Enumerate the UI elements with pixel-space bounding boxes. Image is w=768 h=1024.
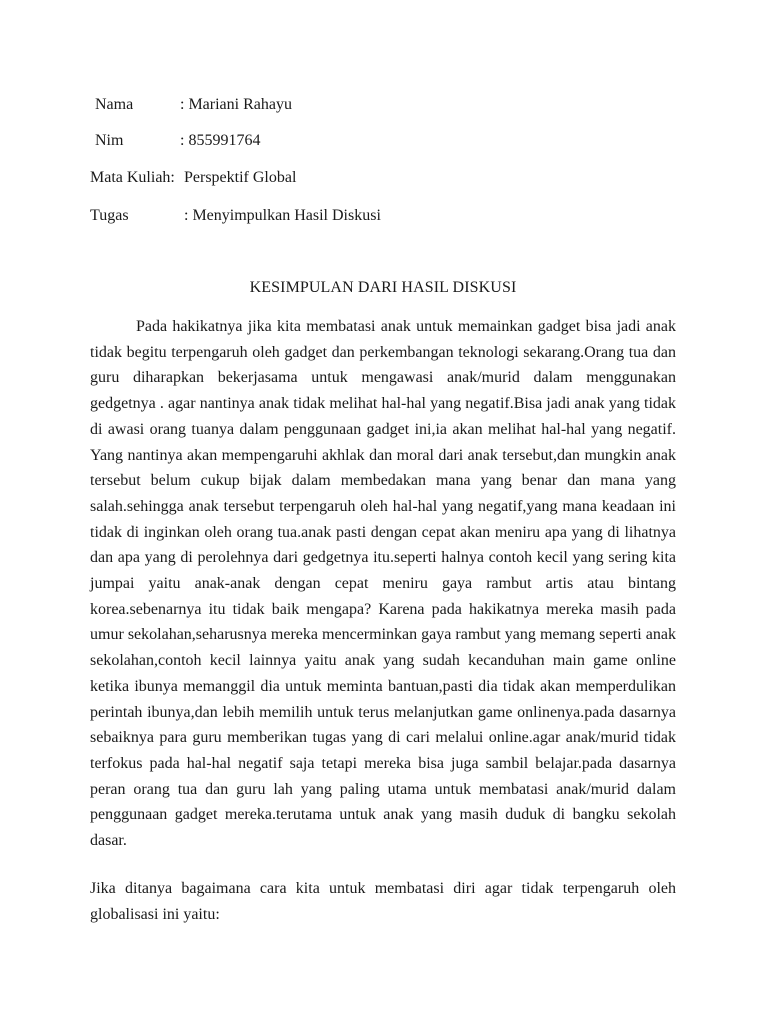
mata-kuliah-value: Perspektif Global [184, 169, 297, 186]
body-paragraph: Pada hakikatnya jika kita membatasi anak untuk memainkan gadget bisa jadi anak tidak begitu terpengaruh oleh gadget dan perkembangan teknologi sekarang.Orang tua dan guru diharapkan bekerjasama untuk mengawasi anak/murid dalam menggunakan gedgetnya . agar nantinya anak tidak melihat hal-hal yang negatif.Bisa jadi anak yang tidak di awasi orang tuanya dalam penggunaan gadget ini,ia akan melihat hal-hal yang negatif. Yang nantinya akan mempengaruhi akhlak dan moral dari anak tersebut,dan mungkin anak tersebut belum cukup bijak dalam membedakan mana yang benar dan mana yang salah.sehingga anak tersebut terpengaruh oleh hal-hal yang negatif,yang mana keadaan ini tidak di inginkan oleh orang tua.anak pasti dengan cepat akan meniru apa yang di lihatnya dan apa yang di perolehnya dari gedgetnya itu.seperti halnya contoh kecil yang sering kita jumpai yaitu anak-anak dengan cepat meniru gaya rambut artis atau bintang korea.sebenarnya itu tidak baik mengapa? Karena pada hakikatnya mereka masih pada umur sekolahan,seharusnya mereka mencerminkan gaya rambut yang memang seperti anak sekolahan,contoh kecil lainnya yaitu anak yang sudah kecanduhan main game online ketika ibunya memanggil dia untuk meminta bantuan,pasti dia tidak akan memperdulikan perintah ibunya,dan lebih memilih untuk terus melanjutkan game onlinenya.pada dasarnya sebaiknya para guru memberikan tugas yang di cari melalui online.agar anak/murid tidak terfokus pada hal-hal negatif saja tetapi mereka bisa juga sambil belajar.pada dasarnya peran orang tua dan guru lah yang paling utama untuk membatasi anak/murid dalam penggunaan gadget mereka.terutama untuk anak yang masih duduk di bangku sekolah dasar. [90, 318, 676, 850]
nama-value: : Mariani Rahayu [180, 96, 292, 113]
nim-label: Nim [95, 132, 124, 149]
tugas-label: Tugas [90, 207, 129, 224]
tugas-value: : Menyimpulkan Hasil Diskusi [184, 207, 381, 224]
nim-value: : 855991764 [180, 132, 261, 149]
mata-kuliah-label: Mata Kuliah: [90, 169, 175, 186]
closing-paragraph: Jika ditanya bagaimana cara kita untuk membatasi diri agar tidak terpengaruh oleh globalisasi ini yaitu: [90, 880, 676, 923]
nama-label: Nama [95, 96, 134, 113]
document-title: KESIMPULAN DARI HASIL DISKUSI [249, 279, 517, 296]
